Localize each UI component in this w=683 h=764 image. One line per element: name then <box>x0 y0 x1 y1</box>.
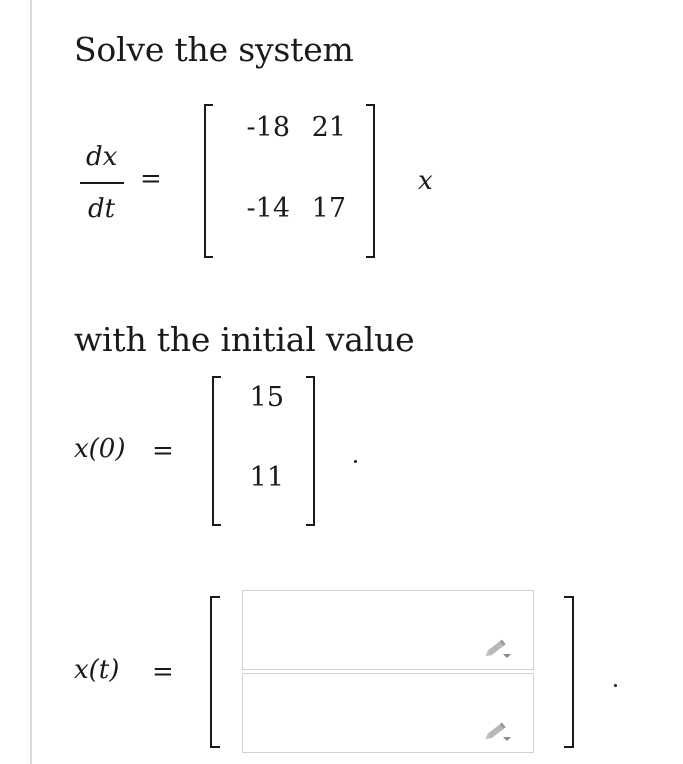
vector-variable: x <box>418 166 433 196</box>
equals-sign: = <box>152 657 174 687</box>
vector-cell: 11 <box>249 462 284 493</box>
left-border <box>0 0 32 764</box>
derivative-denominator: dt <box>88 194 116 224</box>
vector-left-bracket <box>212 376 221 526</box>
derivative-numerator: dx <box>86 142 118 172</box>
fraction-bar <box>80 182 124 184</box>
pencil-icon[interactable] <box>485 720 511 742</box>
solution-lhs: x(t) <box>74 655 120 685</box>
period-dot <box>354 460 357 463</box>
vector-right-bracket <box>306 376 315 526</box>
pencil-icon[interactable] <box>485 637 511 659</box>
answer-box-1[interactable] <box>242 590 534 670</box>
initial-lhs: x(0) <box>74 434 126 464</box>
matrix-cell: -14 <box>246 193 290 224</box>
equals-sign: = <box>152 436 174 466</box>
answer-left-bracket <box>210 596 220 748</box>
answer-box-2[interactable] <box>242 673 534 753</box>
matrix-right-bracket <box>366 104 375 258</box>
matrix-cell: 17 <box>311 193 346 224</box>
problem-intro: Solve the system <box>74 30 354 69</box>
initial-value-label: with the initial value <box>74 320 415 359</box>
equals-sign: = <box>140 164 162 194</box>
vector-cell: 15 <box>249 382 284 413</box>
matrix-left-bracket <box>204 104 213 258</box>
answer-right-bracket <box>564 596 574 748</box>
matrix-cell: -18 <box>246 112 290 143</box>
period-dot <box>614 684 617 687</box>
matrix-cell: 21 <box>311 112 346 143</box>
